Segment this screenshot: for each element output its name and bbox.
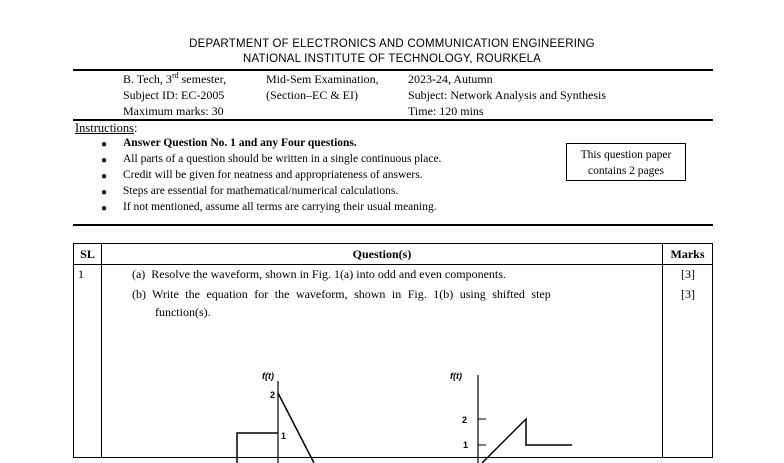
time: Time: 120 mins — [408, 104, 484, 118]
question-part-a: (a) Resolve the waveform, shown in Fig. 1(a) into odd and even components. — [131, 267, 506, 281]
table-header-row — [74, 244, 713, 265]
question-header: Question(s) — [101, 244, 662, 265]
question-cell — [101, 265, 662, 458]
fig-a-ramp — [278, 393, 314, 463]
institute-title: NATIONAL INSTITUTE OF TECHNOLOGY, ROURKELA — [242, 53, 542, 65]
marks-cell — [663, 265, 713, 458]
marks-header: Marks — [663, 244, 713, 265]
fig-a-tick-1: 1 — [280, 431, 286, 441]
fig-b-ylabel: f(t) — [449, 371, 462, 381]
department-title: DEPARTMENT OF ELECTRONICS AND COMMUNICATION ENGINEERING — [189, 38, 595, 50]
max-marks: Maximum marks: 30 — [123, 104, 224, 118]
sl-header: SL — [74, 244, 102, 265]
subject: Subject: Network Analysis and Synthesis — [408, 88, 606, 102]
bullet-icon: ● — [101, 187, 108, 198]
page-count-note: This question paper contains 2 pages — [566, 143, 686, 181]
bullet-icon: ● — [101, 155, 108, 166]
fig-b-tick-2: 2 — [461, 415, 467, 425]
subject-id: Subject ID: EC-2005 — [123, 88, 225, 102]
instruction-item: Answer Question No. 1 and any Four questions. — [123, 137, 357, 149]
info-rule — [73, 119, 713, 121]
instruction-item: Credit will be given for neatness and appropriateness of answers. — [123, 169, 423, 181]
section: (Section–EC & EI) — [266, 88, 358, 102]
question-part-b: (b) Write the equation for the waveform, shown in Fig. 1(b) using shifted step — [131, 287, 551, 301]
fig-b-tick-1: 1 — [462, 440, 468, 450]
exam-type: Mid-Sem Examination, — [266, 72, 379, 86]
question-table — [73, 243, 713, 458]
bullet-icon: ● — [101, 171, 108, 182]
marks-part-a: [3] — [681, 267, 696, 281]
sl-cell: 1 — [74, 265, 102, 458]
bullet-icon: ● — [101, 139, 108, 150]
session: 2023-24, Autumn — [408, 72, 493, 86]
fig-b-waveform — [482, 419, 572, 463]
fig-a-step — [237, 433, 278, 463]
table-row — [74, 265, 713, 458]
question-part-b-cont: function(s). — [154, 305, 211, 319]
instruction-item: Steps are essential for mathematical/numerical calculations. — [123, 185, 399, 197]
figure-1b — [442, 367, 602, 463]
fig-a-ylabel: f(t) — [261, 371, 274, 381]
instruction-item: If not mentioned, assume all terms are carrying their usual meaning. — [123, 201, 437, 213]
fig-a-tick-2: 2 — [269, 390, 275, 400]
instructions-rule — [73, 224, 713, 226]
marks-part-b: [3] — [681, 287, 696, 301]
program-text: B. Tech, 3rd semester, — [123, 71, 227, 86]
bullet-icon: ● — [101, 203, 108, 214]
figure-1a — [232, 367, 372, 463]
instructions-heading: Instructions: — [75, 121, 138, 135]
instruction-item: All parts of a question should be written in a single continuous place. — [123, 153, 442, 165]
